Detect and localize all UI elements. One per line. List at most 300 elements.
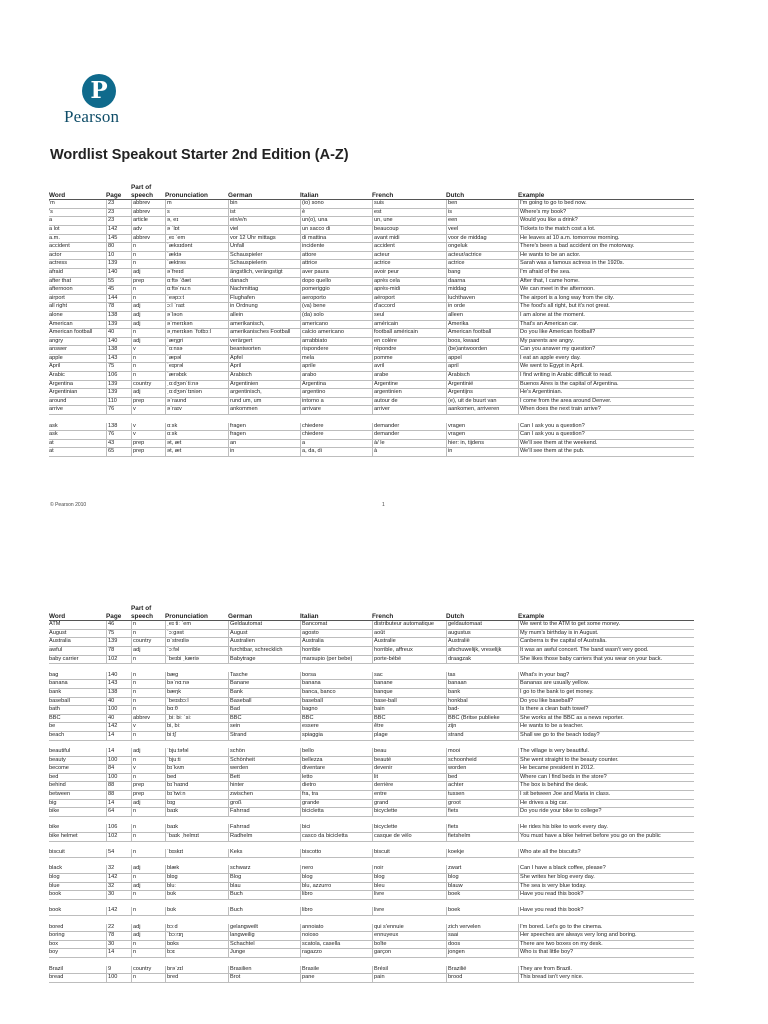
- table-row: [49, 865, 694, 874]
- cell-example: This bread isn't very nice.: [518, 974, 694, 982]
- table-row: [49, 226, 694, 235]
- cell-page: 14: [106, 748, 131, 756]
- cell-part-of-speech: n: [131, 698, 165, 706]
- cell-part-of-speech: abbrev: [131, 209, 165, 217]
- wordlist-table-page-1: [49, 184, 694, 457]
- cell-french: qui s'ennuie: [372, 924, 446, 932]
- cell-pronunciation: əˈfreɪd: [165, 269, 228, 277]
- table-row: [49, 398, 694, 407]
- cell-pronunciation: bəˈnɑːnə: [165, 680, 228, 688]
- cell-italian: chiedere: [300, 431, 372, 439]
- cell-part-of-speech: prep: [131, 782, 165, 790]
- cell-german: allein: [228, 312, 300, 320]
- table-row: [49, 689, 694, 698]
- table-row: [49, 791, 694, 800]
- cell-french: autour de: [372, 398, 446, 406]
- cell-part-of-speech: n: [131, 243, 165, 251]
- cell-dutch: (be)antwoorden: [446, 346, 518, 354]
- cell-page: 10: [106, 252, 131, 260]
- cell-german: ängstlich, verängstigt: [228, 269, 300, 277]
- cell-page: 142: [106, 723, 131, 731]
- cell-german: blau: [228, 883, 300, 891]
- cell-german: April: [228, 363, 300, 371]
- cell-german: Banane: [228, 680, 300, 688]
- table-row: [49, 757, 694, 766]
- cell-example: Can I ask you a question?: [518, 431, 694, 439]
- cell-word: bath: [49, 706, 60, 713]
- cell-french: bicyclette: [372, 808, 446, 816]
- header-part-of-speech: Part of speech: [131, 605, 154, 620]
- cell-pronunciation: ˈbɔːrɪŋ: [165, 932, 228, 940]
- table-row: [49, 824, 694, 833]
- cell-pronunciation: ɑːftə ˈðæt: [165, 278, 228, 286]
- cell-german: zwischen: [228, 791, 300, 799]
- cell-italian: aver paura: [300, 269, 372, 277]
- cell-dutch: Brazilië: [446, 966, 518, 974]
- cell-french: entre: [372, 791, 446, 799]
- cell-french: pain: [372, 974, 446, 982]
- cell-part-of-speech: n: [131, 732, 165, 740]
- table-row: [49, 630, 694, 639]
- cell-example: He's Argentinian.: [518, 389, 694, 397]
- cell-page: 143: [106, 680, 131, 688]
- cell-page: 139: [106, 638, 131, 646]
- cell-dutch: boek: [446, 891, 518, 899]
- table-row: [49, 621, 694, 630]
- cell-word: beautiful: [49, 748, 71, 755]
- table-row: [49, 338, 694, 347]
- cell-word: 's: [49, 208, 53, 215]
- table-row: [49, 235, 694, 244]
- cell-french: ennuyeux: [372, 932, 446, 940]
- header-dutch: Dutch: [446, 191, 465, 199]
- cell-word: ask: [49, 422, 58, 429]
- cell-word: ask: [49, 431, 58, 438]
- cell-page: 139: [106, 321, 131, 329]
- cell-german: Keks: [228, 849, 300, 857]
- cell-page: 110: [106, 398, 131, 406]
- cell-italian: bicicletta: [300, 808, 372, 816]
- table-header: [49, 184, 694, 200]
- cell-word: all right: [49, 303, 68, 310]
- cell-word: black: [49, 865, 63, 872]
- cell-word: banana: [49, 680, 68, 687]
- cell-part-of-speech: adj: [131, 800, 165, 808]
- cell-dutch: daarna: [446, 278, 518, 286]
- cell-page: 140: [106, 338, 131, 346]
- table-row: [49, 765, 694, 774]
- cell-part-of-speech: prep: [131, 448, 165, 456]
- cell-pronunciation: ɑːsk: [165, 423, 228, 431]
- header-pronunciation: Pronunciation: [165, 191, 208, 199]
- table-row: [49, 200, 694, 209]
- table-row: [49, 672, 694, 681]
- cell-page: 9: [106, 966, 131, 974]
- cell-page: 40: [106, 329, 131, 337]
- cell-pronunciation: ˌeɪ ˈem: [165, 235, 228, 243]
- cell-french: argentinien: [372, 389, 446, 397]
- cell-example: Canberra is the capital of Australia.: [518, 638, 694, 646]
- cell-pronunciation: ˈbjuːtəfəl: [165, 748, 228, 756]
- table-spacer-row: [49, 741, 694, 749]
- cell-example: When does the next train arrive?: [518, 406, 694, 414]
- cell-page: 138: [106, 346, 131, 354]
- table-row: [49, 329, 694, 338]
- cell-dutch: fiets: [446, 808, 518, 816]
- cell-pronunciation: əˈmerɪkən: [165, 321, 228, 329]
- cell-dutch: fiets: [446, 824, 518, 832]
- cell-page: 23: [106, 217, 131, 225]
- cell-italian: arabo: [300, 372, 372, 380]
- cell-word: at: [49, 439, 54, 446]
- cell-dutch: honkbal: [446, 698, 518, 706]
- cell-german: Australien: [228, 638, 300, 646]
- table-spacer-row: [49, 664, 694, 672]
- cell-part-of-speech: n: [131, 833, 165, 841]
- cell-dutch: in: [446, 448, 518, 456]
- cell-dutch: Argentijns: [446, 389, 518, 397]
- cell-example: Do you like baseball?: [518, 698, 694, 706]
- cell-italian: attore: [300, 252, 372, 260]
- cell-part-of-speech: v: [131, 723, 165, 731]
- cell-french: Argentine: [372, 381, 446, 389]
- cell-italian: grande: [300, 800, 372, 808]
- cell-german: Unfall: [228, 243, 300, 251]
- cell-page: 88: [106, 791, 131, 799]
- cell-german: Baseball: [228, 698, 300, 706]
- table-row: [49, 907, 694, 916]
- header-pronunciation: Pronunciation: [165, 612, 208, 620]
- cell-part-of-speech: v: [131, 765, 165, 773]
- cell-pronunciation: ˈɑːnsə: [165, 346, 228, 354]
- wordlist-table-page-2: [49, 605, 694, 983]
- table-row: [49, 303, 694, 312]
- cell-french: bain: [372, 706, 446, 714]
- cell-word: around: [49, 397, 67, 404]
- cell-page: 54: [106, 849, 131, 857]
- cell-german: Schauspielerin: [228, 260, 300, 268]
- pearson-logo-circle: [82, 74, 116, 108]
- cell-part-of-speech: country: [131, 966, 165, 974]
- cell-word: at: [49, 448, 54, 455]
- cell-page: 30: [106, 891, 131, 899]
- table-row: [49, 723, 694, 732]
- cell-italian: banana: [300, 680, 372, 688]
- cell-dutch: Arabisch: [446, 372, 518, 380]
- cell-page: 78: [106, 932, 131, 940]
- cell-italian: letto: [300, 774, 372, 782]
- cell-page: 40: [106, 698, 131, 706]
- cell-italian: agosto: [300, 630, 372, 638]
- cell-dutch: alleen: [446, 312, 518, 320]
- cell-example: Shall we go to the beach today?: [518, 732, 694, 740]
- cell-page: 76: [106, 431, 131, 439]
- cell-page: 32: [106, 865, 131, 873]
- cell-french: août: [372, 630, 446, 638]
- cell-example: Do you ride your bike to college?: [518, 808, 694, 816]
- cell-page: 55: [106, 278, 131, 286]
- cell-italian: blu, azzurro: [300, 883, 372, 891]
- cell-word: Argentinian: [49, 389, 78, 396]
- cell-dutch: koekje: [446, 849, 518, 857]
- cell-german: Bank: [228, 689, 300, 697]
- cell-part-of-speech: n: [131, 974, 165, 982]
- cell-word: between: [49, 791, 71, 798]
- cell-german: BBC: [228, 715, 300, 723]
- cell-dutch: banaan: [446, 680, 518, 688]
- cell-pronunciation: ɔːl ˈraɪt: [165, 303, 228, 311]
- cell-word: actor: [49, 251, 62, 258]
- cell-german: argentinisch,: [228, 389, 300, 397]
- table-row: [49, 680, 694, 689]
- cell-part-of-speech: n: [131, 680, 165, 688]
- cell-word: Argentina: [49, 380, 73, 387]
- cell-word: after that: [49, 277, 72, 284]
- cell-french: avoir peur: [372, 269, 446, 277]
- cell-page: 78: [106, 647, 131, 655]
- cell-page: 102: [106, 656, 131, 664]
- cell-example: The sea is very blue today.: [518, 883, 694, 891]
- table-row: [49, 321, 694, 330]
- cell-pronunciation: bed: [165, 774, 228, 782]
- cell-part-of-speech: abbrev: [131, 715, 165, 723]
- cell-italian: bici: [300, 824, 372, 832]
- cell-page: 43: [106, 440, 131, 448]
- cell-french: répondre: [372, 346, 446, 354]
- cell-italian: spiaggia: [300, 732, 372, 740]
- cell-italian: marsupio (per bebe): [300, 656, 372, 664]
- cell-dutch: geldautomaat: [446, 621, 518, 629]
- cell-word: bread: [49, 974, 64, 981]
- table-row: [49, 774, 694, 783]
- cell-dutch: American football: [446, 329, 518, 337]
- cell-example: We'll see them at the weekend.: [518, 440, 694, 448]
- cell-part-of-speech: v: [131, 431, 165, 439]
- cell-french: porte-bébé: [372, 656, 446, 664]
- cell-part-of-speech: n: [131, 824, 165, 832]
- cell-french: d'accord: [372, 303, 446, 311]
- cell-italian: a: [300, 440, 372, 448]
- table-body: [49, 200, 694, 457]
- cell-german: langweilig: [228, 932, 300, 940]
- header-italian: Italian: [300, 612, 319, 620]
- cell-word: baby carrier: [49, 655, 79, 662]
- cell-german: Buch: [228, 907, 300, 915]
- cell-dutch: is: [446, 209, 518, 217]
- cell-page: 64: [106, 808, 131, 816]
- cell-page: 30: [106, 941, 131, 949]
- cell-italian: un sacco di: [300, 226, 372, 234]
- cell-dutch: afschuwelijk, vreselijk: [446, 647, 518, 655]
- table-row: [49, 638, 694, 647]
- cell-french: être: [372, 723, 446, 731]
- cell-example: We'll see them at the pub.: [518, 448, 694, 456]
- cell-german: Schachtel: [228, 941, 300, 949]
- cell-dutch: bang: [446, 269, 518, 277]
- cell-example: The airport is a long way from the city.: [518, 295, 694, 303]
- cell-part-of-speech: n: [131, 672, 165, 680]
- cell-word: bike helmet: [49, 833, 78, 840]
- table-row: [49, 278, 694, 287]
- pearson-logo: [60, 74, 150, 130]
- cell-german: amerikanisch,: [228, 321, 300, 329]
- cell-french: derrière: [372, 782, 446, 790]
- cell-part-of-speech: adj: [131, 338, 165, 346]
- cell-german: viel: [228, 226, 300, 234]
- cell-italian: blog: [300, 874, 372, 882]
- cell-pronunciation: ˈeəpɔːt: [165, 295, 228, 303]
- cell-word: big: [49, 799, 57, 806]
- cell-pronunciation: ə ˈlɒt: [165, 226, 228, 234]
- cell-italian: arrabbiato: [300, 338, 372, 346]
- cell-example: He became president in 2012.: [518, 765, 694, 773]
- cell-dutch: BBC (Britse publieke: [446, 715, 518, 723]
- cell-part-of-speech: adv: [131, 226, 165, 234]
- cell-german: Argentinien: [228, 381, 300, 389]
- cell-part-of-speech: n: [131, 891, 165, 899]
- cell-dutch: boek: [446, 907, 518, 915]
- cell-french: demander: [372, 431, 446, 439]
- table-row: [49, 849, 694, 858]
- cell-dutch: augustus: [446, 630, 518, 638]
- cell-page: 140: [106, 672, 131, 680]
- cell-german: Fahrrad: [228, 808, 300, 816]
- cell-dutch: saai: [446, 932, 518, 940]
- table-header: [49, 605, 694, 621]
- header-word: Word: [49, 612, 66, 620]
- cell-page: 40: [106, 715, 131, 723]
- cell-french: américain: [372, 321, 446, 329]
- cell-page: 139: [106, 381, 131, 389]
- cell-german: an: [228, 440, 300, 448]
- cell-italian: aprile: [300, 363, 372, 371]
- cell-word: alone: [49, 311, 63, 318]
- cell-dutch: een: [446, 217, 518, 225]
- cell-word: boy: [49, 949, 59, 956]
- cell-italian: horrible: [300, 647, 372, 655]
- table-row: [49, 389, 694, 398]
- cell-dutch: schoonheid: [446, 757, 518, 765]
- cell-pronunciation: ˈæŋgri: [165, 338, 228, 346]
- cell-italian: noioso: [300, 932, 372, 940]
- cell-part-of-speech: prep: [131, 791, 165, 799]
- cell-example: We can meet in the afternoon.: [518, 286, 694, 294]
- cell-part-of-speech: abbrev: [131, 200, 165, 208]
- cell-word: Brazil: [49, 965, 63, 972]
- cell-example: He leaves at 10 a.m. tomorrow morning.: [518, 235, 694, 243]
- cell-page: 80: [106, 243, 131, 251]
- cell-pronunciation: bɔːd: [165, 924, 228, 932]
- cell-example: Her speeches are always very long and boring.: [518, 932, 694, 940]
- cell-italian: attrice: [300, 260, 372, 268]
- table-row: [49, 833, 694, 842]
- cell-example: I sit between Joe and Maria in class.: [518, 791, 694, 799]
- cell-pronunciation: ˈæpəl: [165, 355, 228, 363]
- cell-german: Junge: [228, 949, 300, 957]
- cell-pronunciation: ˌɑːdʒənˈtiːnə: [165, 381, 228, 389]
- cell-dutch: bed: [446, 774, 518, 782]
- cell-example: We went to the ATM to get some money.: [518, 621, 694, 629]
- cell-part-of-speech: adj: [131, 865, 165, 873]
- table-row: [49, 949, 694, 958]
- cell-pronunciation: ˌbiː biː ˈsiː: [165, 715, 228, 723]
- cell-french: beaucoup: [372, 226, 446, 234]
- cell-french: après-midi: [372, 286, 446, 294]
- table-spacer-row: [49, 958, 694, 966]
- cell-dutch: veel: [446, 226, 518, 234]
- cell-dutch: doos: [446, 941, 518, 949]
- cell-word: box: [49, 940, 59, 947]
- cell-italian: Argentina: [300, 381, 372, 389]
- cell-french: arriver: [372, 406, 446, 414]
- cell-pronunciation: baɪk: [165, 824, 228, 832]
- table-row: [49, 808, 694, 817]
- cell-italian: bello: [300, 748, 372, 756]
- header-example: Example: [518, 191, 545, 199]
- table-row: [49, 346, 694, 355]
- table-row: [49, 800, 694, 809]
- cell-pronunciation: blɒg: [165, 874, 228, 882]
- cell-example: She likes those baby carriers that you wear on your back.: [518, 656, 694, 664]
- cell-word: Australia: [49, 638, 71, 645]
- cell-german: bin: [228, 200, 300, 208]
- cell-word: blue: [49, 882, 60, 889]
- cell-french: biscuit: [372, 849, 446, 857]
- cell-french: bleu: [372, 883, 446, 891]
- table-row: [49, 891, 694, 900]
- cell-german: Brasilien: [228, 966, 300, 974]
- cell-page: 145: [106, 235, 131, 243]
- cell-part-of-speech: adj: [131, 748, 165, 756]
- cell-german: amerikanisches Football: [228, 329, 300, 337]
- cell-french: en colère: [372, 338, 446, 346]
- cell-dutch: blauw: [446, 883, 518, 891]
- cell-example: We went to Egypt in April.: [518, 363, 694, 371]
- table-row: [49, 269, 694, 278]
- cell-pronunciation: bʊk: [165, 907, 228, 915]
- cell-french: Australie: [372, 638, 446, 646]
- cell-pronunciation: ɑːftəˈnuːn: [165, 286, 228, 294]
- cell-example: What's in your bag?: [518, 672, 694, 680]
- table-row: [49, 423, 694, 432]
- cell-part-of-speech: n: [131, 874, 165, 882]
- cell-part-of-speech: country: [131, 638, 165, 646]
- cell-word: answer: [49, 346, 68, 353]
- table-row: [49, 883, 694, 892]
- cell-example: Do you like American football?: [518, 329, 694, 337]
- cell-page: 23: [106, 209, 131, 217]
- cell-french: sac: [372, 672, 446, 680]
- cell-german: hinter: [228, 782, 300, 790]
- cell-pronunciation: bi, biː: [165, 723, 228, 731]
- cell-pronunciation: bluː: [165, 883, 228, 891]
- cell-dutch: strand: [446, 732, 518, 740]
- cell-page: 144: [106, 295, 131, 303]
- cell-example: Who ate all the biscuits?: [518, 849, 694, 857]
- cell-page: 100: [106, 706, 131, 714]
- cell-part-of-speech: adj: [131, 269, 165, 277]
- cell-italian: banca, banco: [300, 689, 372, 697]
- cell-page: 32: [106, 883, 131, 891]
- header-german: German: [228, 612, 253, 620]
- cell-italian: a, da, di: [300, 448, 372, 456]
- cell-pronunciation: bɪˈtwiːn: [165, 791, 228, 799]
- table-spacer-row: [49, 817, 694, 825]
- cell-french: banane: [372, 680, 446, 688]
- cell-dutch: fietshelm: [446, 833, 518, 841]
- cell-word: biscuit: [49, 849, 65, 856]
- cell-pronunciation: bɪg: [165, 800, 228, 808]
